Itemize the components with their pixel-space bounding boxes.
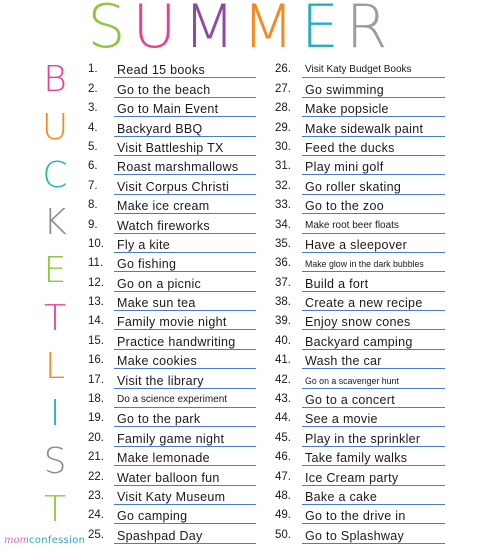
item-number: 28.	[275, 102, 291, 115]
item-number: 44.	[275, 412, 291, 425]
side-letter: L	[44, 345, 66, 387]
list-item	[88, 272, 256, 291]
list-item	[275, 195, 445, 214]
list-item	[275, 427, 445, 446]
item-number: 1.	[88, 63, 98, 76]
item-number: 32.	[275, 179, 291, 192]
title-letter: R	[345, 0, 395, 62]
item-text: Watch fireworks	[114, 219, 256, 234]
item-number: 50.	[275, 528, 291, 541]
list-item	[275, 98, 445, 117]
item-text: Read 15 books	[114, 63, 256, 78]
item-text: Ice Cream party	[302, 471, 445, 486]
list-item	[275, 466, 445, 485]
item-text: Roast marshmallows	[114, 160, 256, 175]
item-number: 21.	[88, 451, 104, 464]
side-letter: T	[44, 488, 66, 530]
brand-mom: mom	[4, 535, 29, 546]
item-text: Play in the sprinkler	[302, 432, 445, 447]
item-text: Make ice cream	[114, 199, 256, 214]
list-item	[88, 369, 256, 388]
item-text: Visit the library	[114, 374, 256, 389]
list-item	[88, 175, 256, 194]
list-item	[88, 427, 256, 446]
item-text: Wash the car	[302, 354, 445, 369]
list-item	[275, 369, 445, 388]
title-letter: E	[300, 0, 346, 62]
list-item	[88, 447, 256, 466]
side-letter: E	[43, 250, 67, 292]
item-number: 10.	[88, 237, 104, 250]
item-number: 9.	[88, 218, 98, 231]
item-number: 46.	[275, 451, 291, 464]
list-item	[88, 137, 256, 156]
brand-watermark	[4, 535, 85, 547]
list-item	[275, 524, 445, 543]
item-text: Go fishing	[114, 257, 256, 272]
item-text: Visit Corpus Christi	[114, 180, 256, 195]
title-letter: M	[242, 0, 301, 62]
item-text: Bake a cake	[302, 490, 445, 505]
item-number: 15.	[88, 334, 104, 347]
item-number: 24.	[88, 509, 104, 522]
item-text: Feed the ducks	[302, 141, 445, 156]
item-text: Backyard BBQ	[114, 122, 256, 137]
item-text: Go to the drive in	[302, 509, 445, 524]
list-item	[88, 156, 256, 175]
item-number: 2.	[88, 82, 98, 95]
page-title	[0, 0, 482, 60]
item-text: Make sun tea	[114, 296, 256, 311]
list-item	[275, 447, 445, 466]
list-item	[88, 117, 256, 136]
item-number: 27.	[275, 82, 291, 95]
bucket-list-column-right	[275, 59, 445, 544]
item-number: 6.	[88, 160, 98, 173]
list-item	[275, 117, 445, 136]
item-text: Fly a kite	[114, 238, 256, 253]
item-text: Make lemonade	[114, 451, 256, 466]
item-number: 17.	[88, 373, 104, 386]
side-letter: K	[43, 202, 67, 244]
list-item	[88, 214, 256, 233]
item-text: Go to the beach	[114, 83, 256, 98]
item-text: Make glow in the dark bubbles	[302, 257, 445, 272]
item-text: Build a fort	[302, 277, 445, 292]
bucket-list-column-left	[88, 59, 256, 544]
item-number: 20.	[88, 431, 104, 444]
list-item	[88, 292, 256, 311]
list-item	[275, 292, 445, 311]
list-item	[88, 311, 256, 330]
item-text: Make root beer floats	[302, 219, 445, 234]
list-item	[88, 524, 256, 543]
item-text: Make popsicle	[302, 102, 445, 117]
item-number: 16.	[88, 354, 104, 367]
list-item	[88, 389, 256, 408]
list-item	[88, 253, 256, 272]
list-item	[275, 234, 445, 253]
item-number: 29.	[275, 121, 291, 134]
list-item	[275, 311, 445, 330]
list-item	[275, 505, 445, 524]
item-text: Make sidewalk paint	[302, 122, 445, 137]
item-number: 38.	[275, 296, 291, 309]
title-letter: S	[87, 0, 133, 62]
item-number: 13.	[88, 296, 104, 309]
bucket-list-vertical-title	[38, 60, 72, 530]
item-text: Go swimming	[302, 83, 445, 98]
item-number: 37.	[275, 276, 291, 289]
item-number: 31.	[275, 160, 291, 173]
item-text: Make cookies	[114, 354, 256, 369]
item-number: 25.	[88, 528, 104, 541]
item-number: 5.	[88, 140, 98, 153]
item-text: Create a new recipe	[302, 296, 445, 311]
list-item	[88, 234, 256, 253]
item-number: 33.	[275, 199, 291, 212]
item-text: Play mini golf	[302, 160, 445, 175]
item-number: 35.	[275, 237, 291, 250]
item-number: 12.	[88, 276, 104, 289]
item-text: Go camping	[114, 509, 256, 524]
list-item	[275, 175, 445, 194]
list-item	[88, 195, 256, 214]
item-number: 49.	[275, 509, 291, 522]
item-number: 8.	[88, 199, 98, 212]
list-item	[88, 486, 256, 505]
item-text: Take family walks	[302, 451, 445, 466]
item-text: Visit Katy Museum	[114, 490, 256, 505]
list-item	[88, 98, 256, 117]
list-item	[275, 408, 445, 427]
item-text: Backyard camping	[302, 335, 445, 350]
item-text: Enjoy snow cones	[302, 315, 445, 330]
list-item	[275, 137, 445, 156]
item-text: Practice handwriting	[114, 335, 256, 350]
item-text: See a movie	[302, 412, 445, 427]
list-item	[275, 272, 445, 291]
list-item	[275, 253, 445, 272]
item-number: 39.	[275, 315, 291, 328]
item-number: 3.	[88, 102, 98, 115]
item-number: 47.	[275, 470, 291, 483]
item-number: 7.	[88, 179, 98, 192]
item-number: 11.	[88, 257, 104, 270]
title-letter: U	[132, 0, 184, 62]
item-text: Family game night	[114, 432, 256, 447]
item-number: 30.	[275, 140, 291, 153]
list-item	[275, 78, 445, 97]
item-number: 26.	[275, 63, 291, 76]
item-number: 34.	[275, 218, 291, 231]
list-item	[275, 350, 445, 369]
side-letter: I	[49, 393, 61, 435]
list-item	[275, 389, 445, 408]
item-number: 48.	[275, 489, 291, 502]
list-item	[275, 156, 445, 175]
list-item	[88, 466, 256, 485]
item-number: 14.	[88, 315, 104, 328]
item-number: 19.	[88, 412, 104, 425]
item-number: 41.	[275, 354, 291, 367]
item-number: 22.	[88, 470, 104, 483]
list-item	[275, 330, 445, 349]
side-letter: T	[44, 297, 66, 339]
item-number: 23.	[88, 489, 104, 502]
list-item	[88, 408, 256, 427]
item-text: Go on a picnic	[114, 277, 256, 292]
item-number: 36.	[275, 257, 291, 270]
side-letter: C	[42, 154, 68, 196]
list-item	[88, 78, 256, 97]
list-item	[275, 486, 445, 505]
item-text: Go to a concert	[302, 393, 445, 408]
item-text: Go on a scavenger hunt	[302, 374, 445, 389]
item-text: Have a sleepover	[302, 238, 445, 253]
list-item	[275, 59, 445, 78]
item-text: Do a science experiment	[114, 393, 256, 408]
item-text: Visit Katy Budget Books	[302, 63, 445, 78]
item-number: 42.	[275, 373, 291, 386]
brand-confession: confession	[29, 535, 86, 546]
list-item	[88, 59, 256, 78]
item-text: Family movie night	[114, 315, 256, 330]
item-text: Go to the park	[114, 412, 256, 427]
list-item	[88, 505, 256, 524]
side-letter: B	[43, 59, 67, 100]
item-number: 43.	[275, 393, 291, 406]
item-text: Water balloon fun	[114, 471, 256, 486]
item-text: Visit Battleship TX	[114, 141, 256, 156]
list-item	[275, 214, 445, 233]
item-number: 18.	[88, 393, 104, 406]
item-number: 4.	[88, 121, 98, 134]
list-item	[88, 350, 256, 369]
side-letter: S	[43, 441, 67, 483]
item-text: Go to the zoo	[302, 199, 445, 214]
title-letter: M	[183, 0, 243, 62]
item-number: 45.	[275, 431, 291, 444]
item-text: Spashpad Day	[114, 529, 256, 544]
list-item	[88, 330, 256, 349]
item-text: Go roller skating	[302, 180, 445, 195]
item-text: Go to Main Event	[114, 102, 256, 117]
side-letter: U	[41, 106, 69, 148]
item-text: Go to Splashway	[302, 529, 445, 544]
item-number: 40.	[275, 334, 291, 347]
